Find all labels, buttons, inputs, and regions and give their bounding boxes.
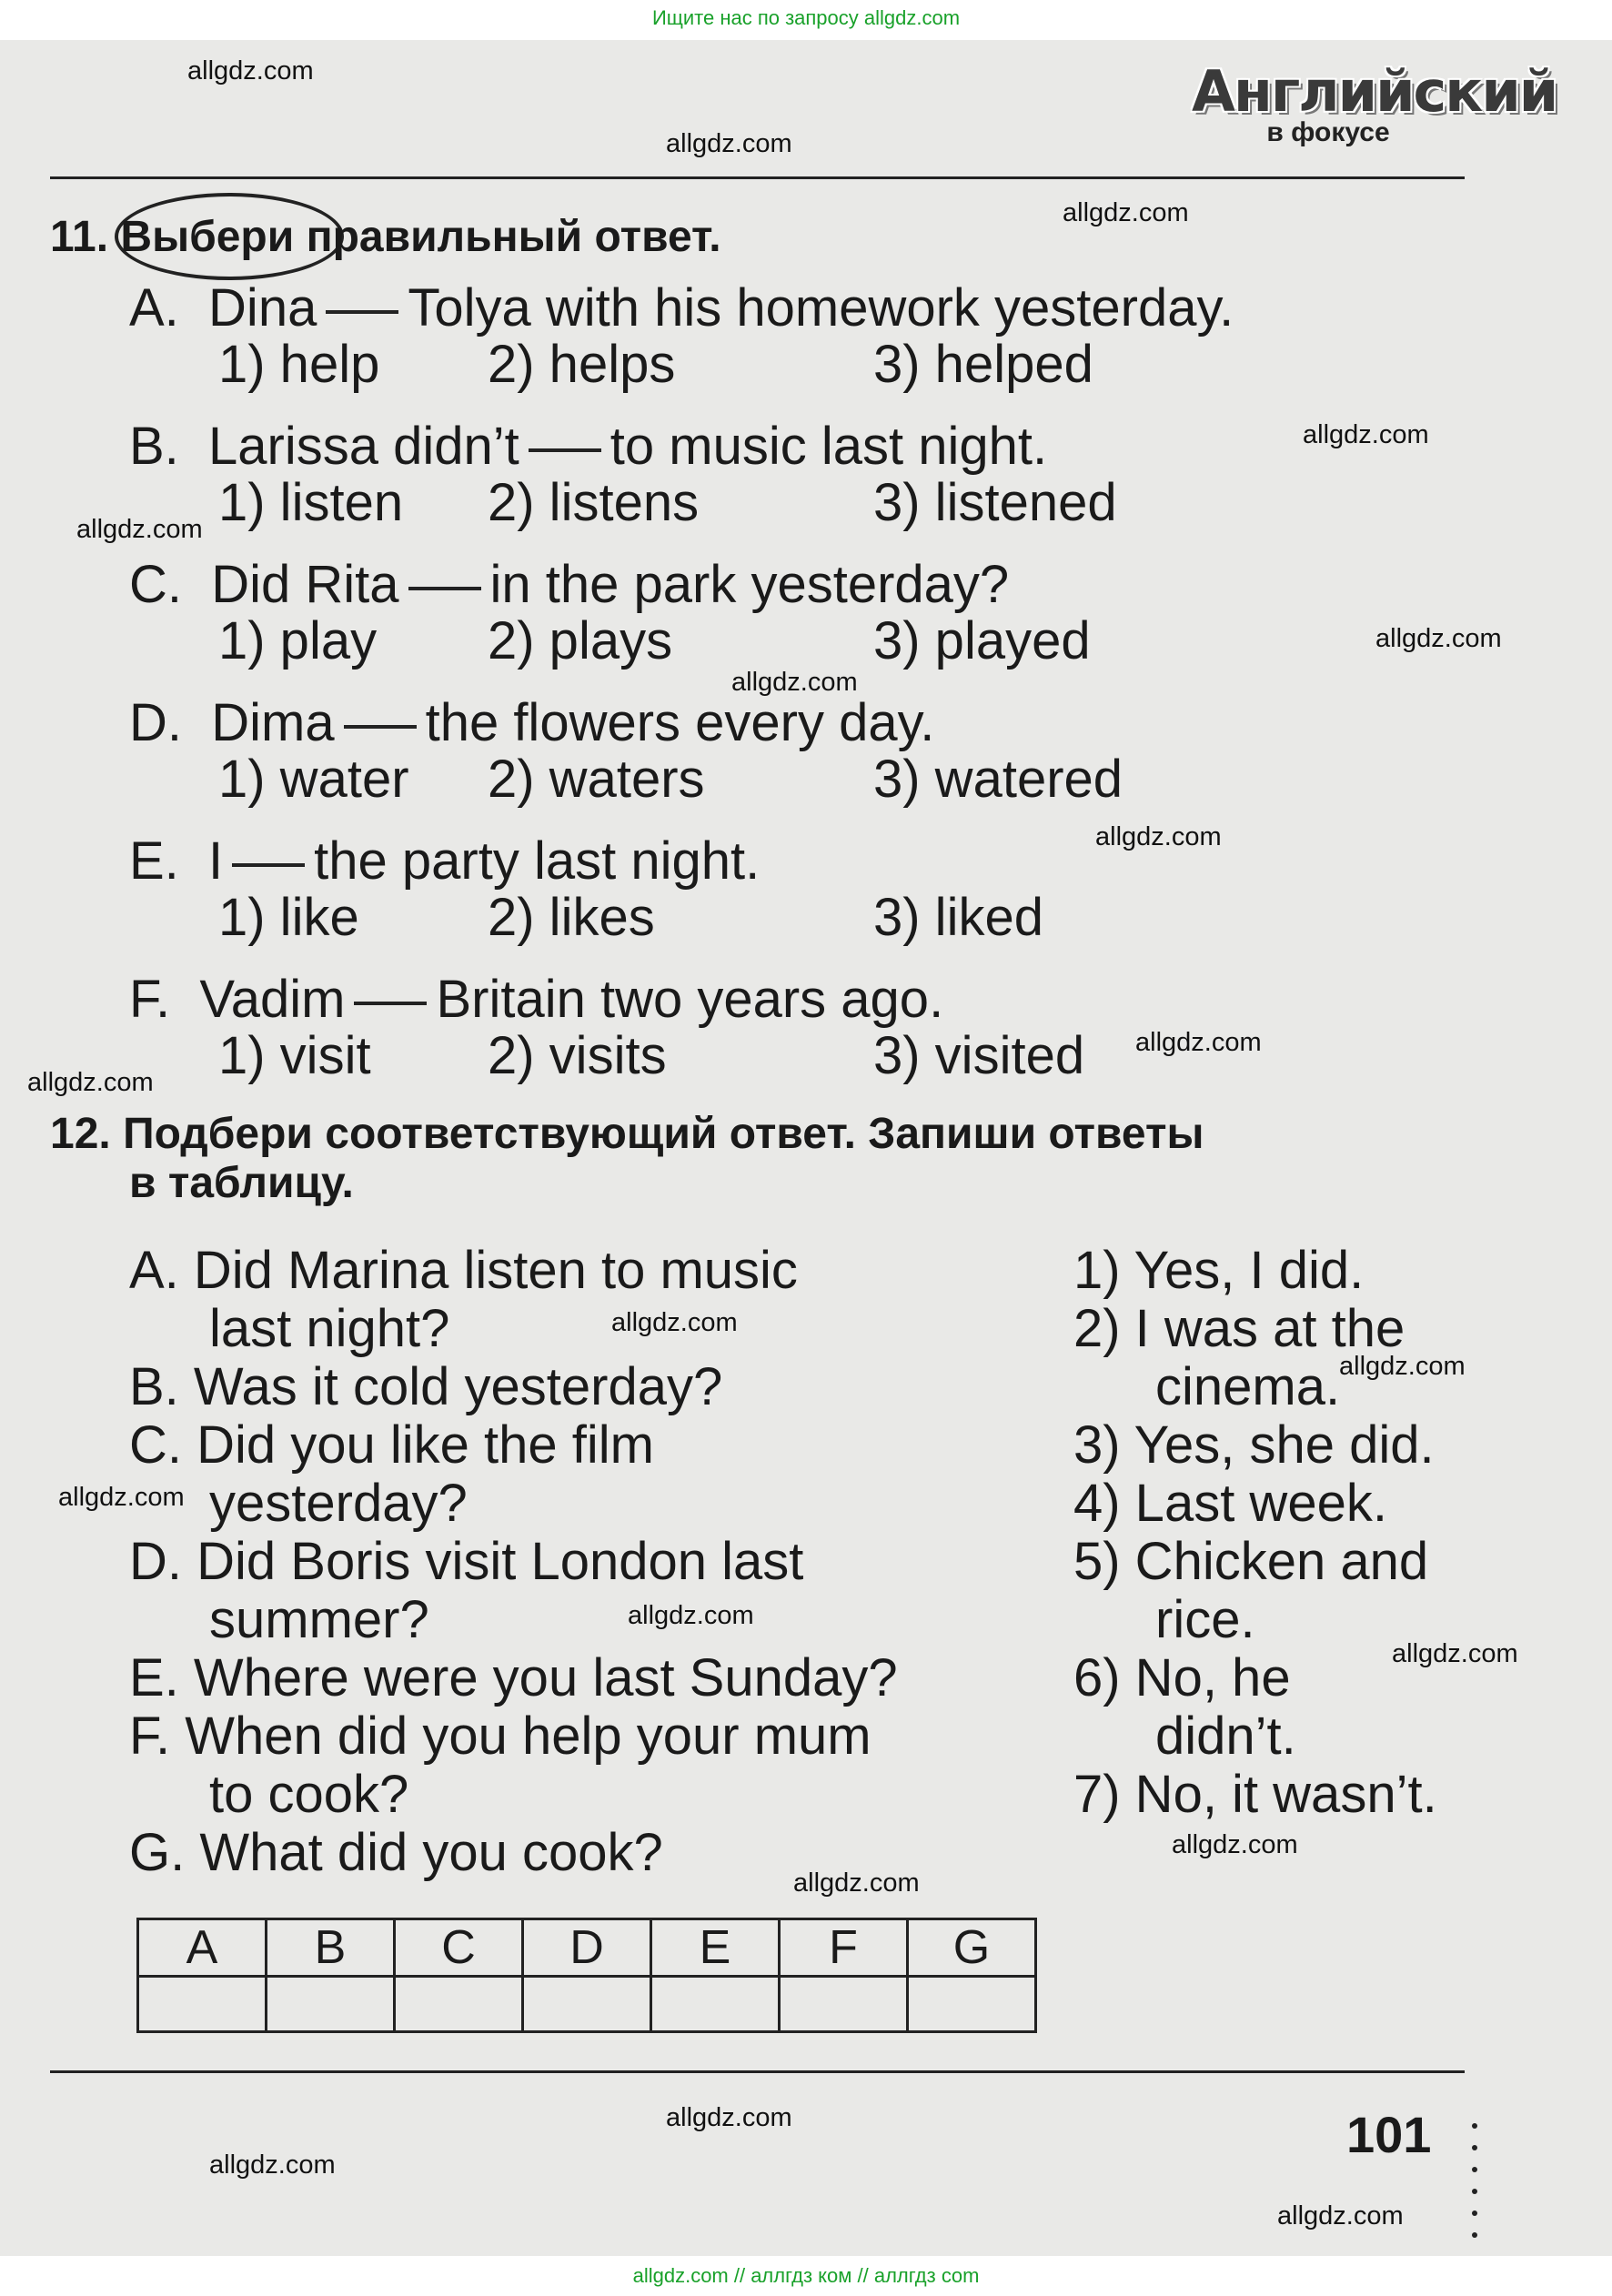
watermark: allgdz.com bbox=[209, 2150, 336, 2180]
ex11-a-option-2: 2) helps bbox=[488, 335, 676, 394]
ex12-heading-line2: в таблицу. bbox=[129, 1159, 354, 1207]
site-banner-bottom: allgdz.com // аллгдз ком // аллгдз com bbox=[0, 2256, 1612, 2296]
watermark: allgdz.com bbox=[58, 1483, 185, 1512]
watermark: allgdz.com bbox=[1392, 1639, 1518, 1668]
watermark: allgdz.com bbox=[666, 129, 792, 158]
ex12-question-line: to cook? bbox=[209, 1765, 409, 1824]
ex12-heading bbox=[50, 1110, 1204, 1159]
ex11-f-option-2: 2) visits bbox=[488, 1026, 667, 1085]
answer-blank bbox=[232, 863, 305, 867]
ex11-item-d: D. Dima the flowers every day. bbox=[129, 693, 935, 752]
ex11-item-a: A. Dina Tolya with his homework yesterday. bbox=[129, 278, 1234, 337]
answer-cell[interactable] bbox=[651, 1977, 780, 2032]
ex11-f-option-1: 1) visit bbox=[218, 1026, 371, 1085]
ex12-answer-line: 5) Chicken and bbox=[1073, 1532, 1429, 1591]
ex11-item-c: C. Did Rita in the park yesterday? bbox=[129, 555, 1010, 614]
watermark: allgdz.com bbox=[628, 1601, 754, 1630]
ex11-f-option-3: 3) visited bbox=[873, 1026, 1085, 1085]
watermark: allgdz.com bbox=[1303, 420, 1429, 449]
ex12-answer-line: 6) No, he bbox=[1073, 1648, 1291, 1707]
ex11-e-option-1: 1) like bbox=[218, 888, 359, 947]
ex11-a-option-1: 1) help bbox=[218, 335, 380, 394]
ex12-answer-line: didn’t. bbox=[1155, 1707, 1296, 1766]
ex11-d-option-2: 2) waters bbox=[488, 750, 705, 809]
ex12-number: 12. bbox=[50, 1110, 111, 1158]
watermark: allgdz.com bbox=[76, 515, 203, 544]
ex12-answer-line: 7) No, it wasn’t. bbox=[1073, 1765, 1437, 1824]
answer-cell[interactable] bbox=[138, 1977, 267, 2032]
ex12-question-line: E. Where were you last Sunday? bbox=[129, 1648, 898, 1707]
ex11-b-option-3: 3) listened bbox=[873, 473, 1117, 532]
answer-cell[interactable] bbox=[780, 1977, 908, 2032]
table-header-cell: G bbox=[908, 1919, 1036, 1977]
ex11-b-option-2: 2) listens bbox=[488, 473, 700, 532]
site-banner-top: Ищите нас по запросу allgdz.com bbox=[0, 0, 1612, 40]
ex12-question-line: A. Did Marina listen to music bbox=[129, 1241, 798, 1300]
ex12-answer-line: cinema. bbox=[1155, 1357, 1341, 1416]
ex11-heading bbox=[50, 213, 721, 262]
answer-cell[interactable] bbox=[395, 1977, 523, 2032]
ex12-answer-line: 1) Yes, I did. bbox=[1073, 1241, 1365, 1300]
ex11-a-option-3: 3) helped bbox=[873, 335, 1093, 394]
ex11-c-option-2: 2) plays bbox=[488, 611, 673, 670]
ex11-item-e: E. I the party last night. bbox=[129, 831, 761, 891]
ex12-question-line: yesterday? bbox=[209, 1474, 468, 1533]
ex12-question-line: F. When did you help your mum bbox=[129, 1707, 871, 1766]
answer-cell[interactable] bbox=[523, 1977, 651, 2032]
answer-cell[interactable] bbox=[267, 1977, 395, 2032]
ex11-b-option-1: 1) listen bbox=[218, 473, 404, 532]
table-header-cell: B bbox=[267, 1919, 395, 1977]
watermark: allgdz.com bbox=[187, 56, 314, 86]
watermark: allgdz.com bbox=[666, 2103, 792, 2132]
answer-blank bbox=[529, 448, 601, 452]
ex11-c-option-1: 1) play bbox=[218, 611, 378, 670]
logo-title: Английский bbox=[1192, 58, 1557, 125]
top-rule bbox=[50, 176, 1465, 179]
table-header-cell: F bbox=[780, 1919, 908, 1977]
watermark: allgdz.com bbox=[1095, 822, 1222, 851]
table-header-cell: D bbox=[523, 1919, 651, 1977]
watermark: allgdz.com bbox=[27, 1068, 154, 1097]
ex11-item-f: F. Vadim Britain two years ago. bbox=[129, 970, 944, 1029]
ex12-heading-line1: Подбери соответствующий ответ. Запиши ответы bbox=[123, 1110, 1204, 1158]
answer-blank bbox=[344, 725, 417, 729]
ex11-number: 11. bbox=[50, 213, 109, 261]
answer-blank bbox=[354, 1002, 427, 1005]
answer-blank bbox=[326, 310, 398, 314]
watermark: allgdz.com bbox=[1135, 1028, 1262, 1057]
watermark: allgdz.com bbox=[793, 1868, 920, 1898]
watermark: allgdz.com bbox=[611, 1308, 738, 1337]
watermark: allgdz.com bbox=[1172, 1830, 1298, 1859]
table-header-cell: E bbox=[651, 1919, 780, 1977]
watermark: allgdz.com bbox=[1063, 198, 1189, 227]
table-header-cell: A bbox=[138, 1919, 267, 1977]
ex12-answer-line: rice. bbox=[1155, 1590, 1255, 1649]
ex12-answer-line: 3) Yes, she did. bbox=[1073, 1415, 1435, 1475]
ex12-question-line: B. Was it cold yesterday? bbox=[129, 1357, 723, 1416]
ex12-question-line: summer? bbox=[209, 1590, 429, 1649]
logo-subtitle: в фокусе bbox=[1266, 117, 1390, 147]
watermark: allgdz.com bbox=[731, 668, 858, 697]
ex11-c-option-3: 3) played bbox=[873, 611, 1091, 670]
watermark: allgdz.com bbox=[1339, 1352, 1466, 1381]
ex11-d-option-1: 1) water bbox=[218, 750, 409, 809]
workbook-page bbox=[0, 40, 1612, 2256]
ex12-question-line: last night? bbox=[209, 1299, 450, 1358]
ex12-answer-line: 4) Last week. bbox=[1073, 1474, 1387, 1533]
answer-blank bbox=[408, 587, 481, 590]
ex12-question-line: D. Did Boris visit London last bbox=[129, 1532, 804, 1591]
table-header-cell: C bbox=[395, 1919, 523, 1977]
book-logo bbox=[1192, 58, 1557, 148]
answer-table-header-row bbox=[138, 1919, 1036, 1977]
page-edge-dots bbox=[1472, 2123, 1477, 2254]
ex11-d-option-3: 3) watered bbox=[873, 750, 1123, 809]
bottom-rule bbox=[50, 2070, 1465, 2073]
ex12-answer-line: 2) I was at the bbox=[1073, 1299, 1405, 1358]
page-number: 101 bbox=[1346, 2106, 1432, 2163]
ex12-question-line: C. Did you like the film bbox=[129, 1415, 654, 1475]
ex11-circled-word: Выбери bbox=[120, 213, 295, 261]
ex12-question-line: G. What did you cook? bbox=[129, 1823, 663, 1882]
watermark: allgdz.com bbox=[1375, 624, 1502, 653]
watermark: allgdz.com bbox=[1277, 2201, 1404, 2231]
ex11-item-b: B. Larissa didn’t to music last night. bbox=[129, 417, 1048, 476]
answer-cell[interactable] bbox=[908, 1977, 1036, 2032]
ex11-heading-rest: правильный ответ. bbox=[306, 213, 721, 261]
ex11-e-option-2: 2) likes bbox=[488, 888, 655, 947]
answer-table-input-row bbox=[138, 1977, 1036, 2032]
answer-table bbox=[136, 1918, 1037, 2033]
ex11-e-option-3: 3) liked bbox=[873, 888, 1043, 947]
